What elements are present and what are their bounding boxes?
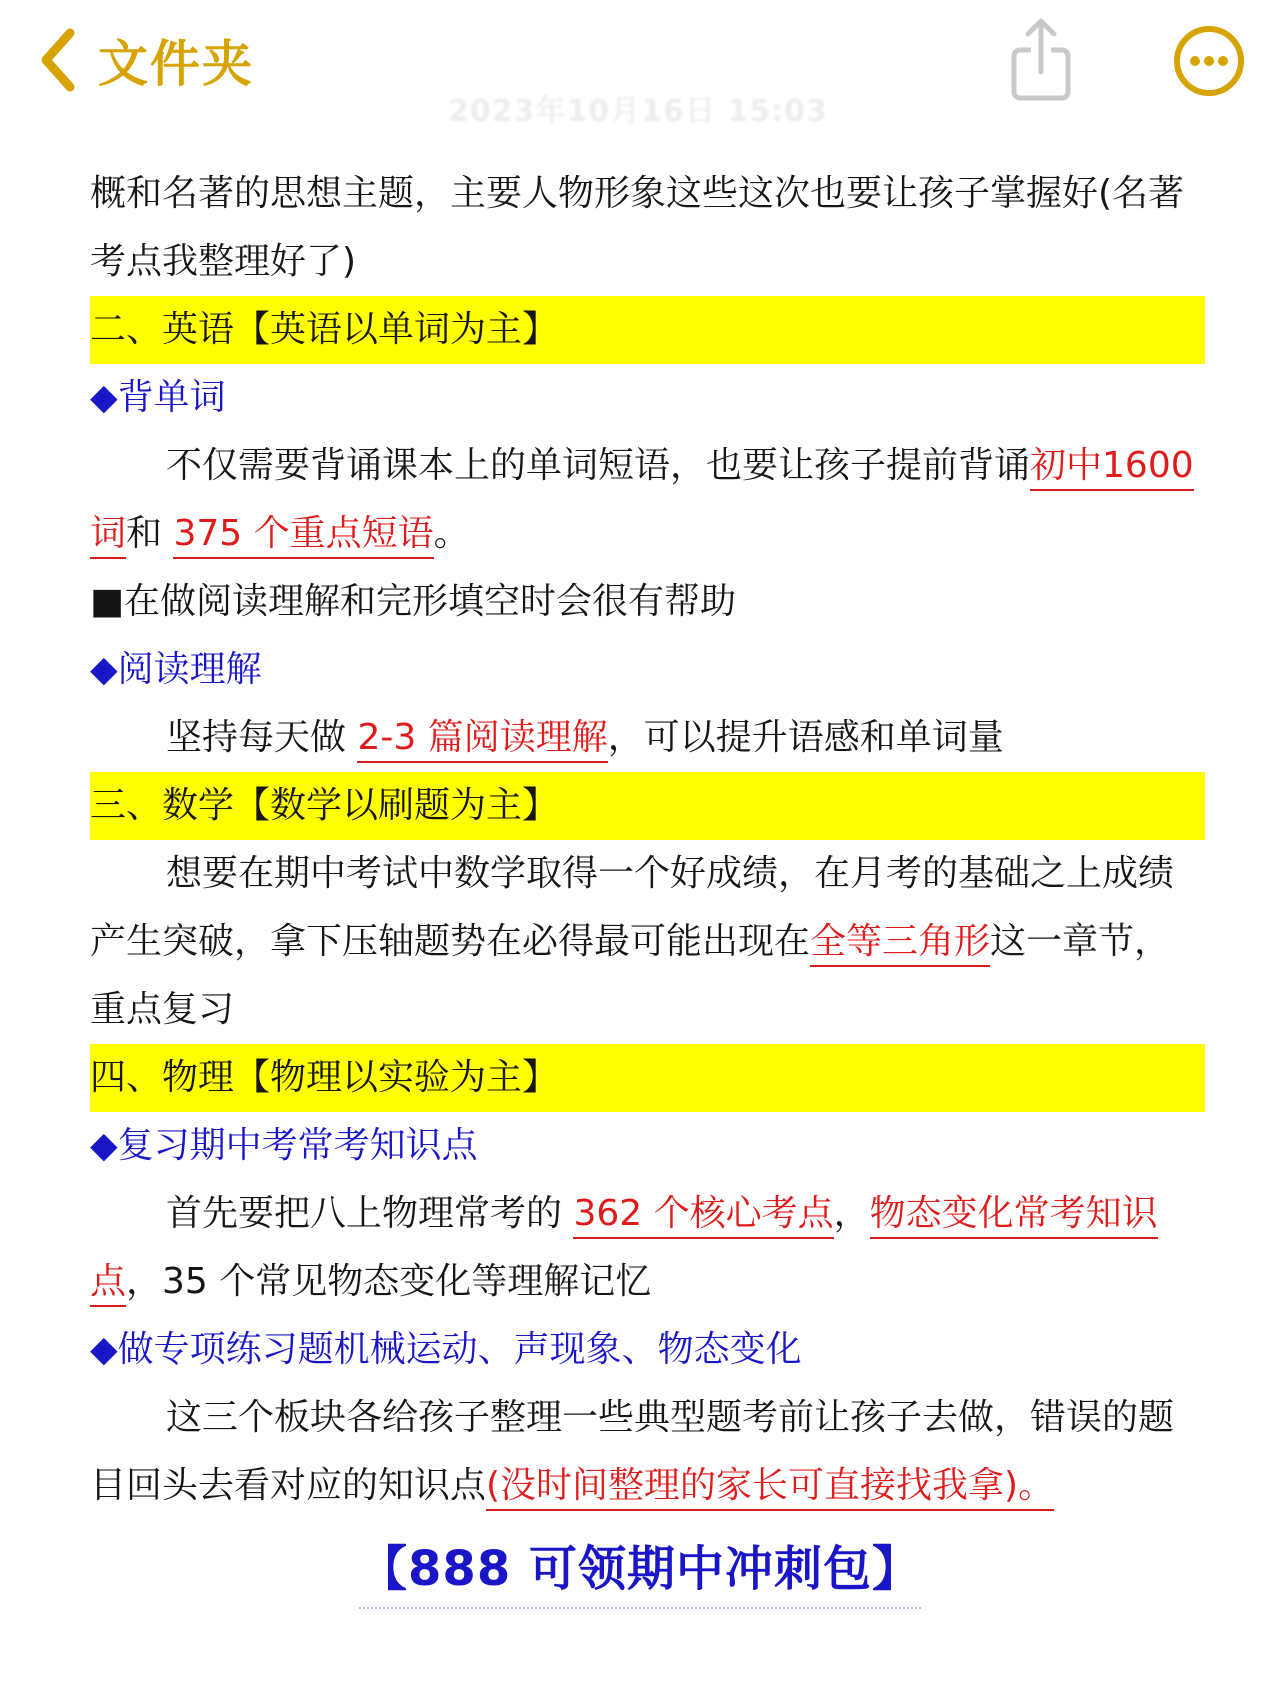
emphasis-375-phrases: 375 个重点短语 [173, 513, 433, 559]
back-button[interactable] [38, 22, 254, 98]
text-segment: 想要在期中考试中数学取得一个好成绩，在月考的基础之上成绩产生突破，拿下压轴题势在必得最可能出现在 [90, 853, 1175, 962]
emphasis-state-change: 物态变化常考知识点 [90, 1193, 1158, 1307]
navigation-bar [0, 0, 1280, 130]
text-segment: 这一章节，重点复习 [90, 921, 1171, 1030]
emphasis-reading-count: 2-3 篇阅读理解 [357, 717, 607, 763]
emphasis-ask-me: (没时间整理的家长可直接找我拿)。 [486, 1465, 1054, 1511]
paragraph-practice [90, 1384, 1205, 1520]
note-date: 2023年10月16日 15:03 [448, 94, 828, 129]
text-segment: 首先要把八上物理常考的 [166, 1193, 574, 1234]
section-heading-english: 二、英语【英语以单词为主】 [90, 296, 1205, 364]
text-segment: ，35 个常见物态变化等理解记忆 [126, 1261, 652, 1302]
text-segment: 坚持每天做 [166, 717, 358, 758]
cta-text: 【888 可领期中冲刺包】 [359, 1541, 921, 1609]
subheading-reading: ◆阅读理解 [90, 649, 262, 690]
section-heading-math: 三、数学【数学以刷题为主】 [90, 772, 1205, 840]
subheading-memorize-words: ◆背单词 [90, 377, 226, 418]
text-segment: 这三个板块各给孩子整理一些典型题考前让孩子去做，错误的题目回头去看对应的知识点 [90, 1397, 1175, 1506]
paragraph-reading [90, 704, 1205, 772]
text-segment: ， [833, 1193, 870, 1234]
text-segment: ，可以提升语感和单词量 [607, 717, 1004, 758]
paragraph-reading-help: ■在做阅读理解和完形填空时会很有帮助 [90, 581, 737, 622]
text-segment: 。 [433, 513, 470, 554]
emphasis-362-points: 362 个核心考点 [573, 1193, 833, 1239]
subheading-practice: ◆做专项练习题机械运动、声现象、物态变化 [90, 1329, 802, 1370]
emphasis-1600-words: 初中1600 词 [90, 445, 1194, 559]
paragraph-physics-points [90, 1180, 1205, 1316]
chevron-left-icon [38, 27, 78, 93]
share-icon[interactable] [1006, 16, 1076, 104]
paragraph-math [90, 840, 1205, 1044]
back-label: 文件夹 [98, 35, 254, 93]
text-segment: 不仅需要背诵课本上的单词短语，也要让孩子提前背诵 [166, 445, 1031, 486]
emphasis-congruent-triangles: 全等三角形 [810, 921, 990, 967]
call-to-action [0, 1530, 1280, 1599]
note-body [90, 160, 1205, 1520]
more-icon[interactable] [1172, 24, 1246, 98]
section-heading-physics: 四、物理【物理以实验为主】 [90, 1044, 1205, 1112]
paragraph-chinese-classics: 概和名著的思想主题，主要人物形象这些这次也要让孩子掌握好(名著考点我整理好了) [90, 173, 1185, 282]
text-segment: 和 [126, 513, 163, 554]
paragraph-words [90, 432, 1205, 568]
subheading-review-points: ◆复习期中考常考知识点 [90, 1125, 478, 1166]
